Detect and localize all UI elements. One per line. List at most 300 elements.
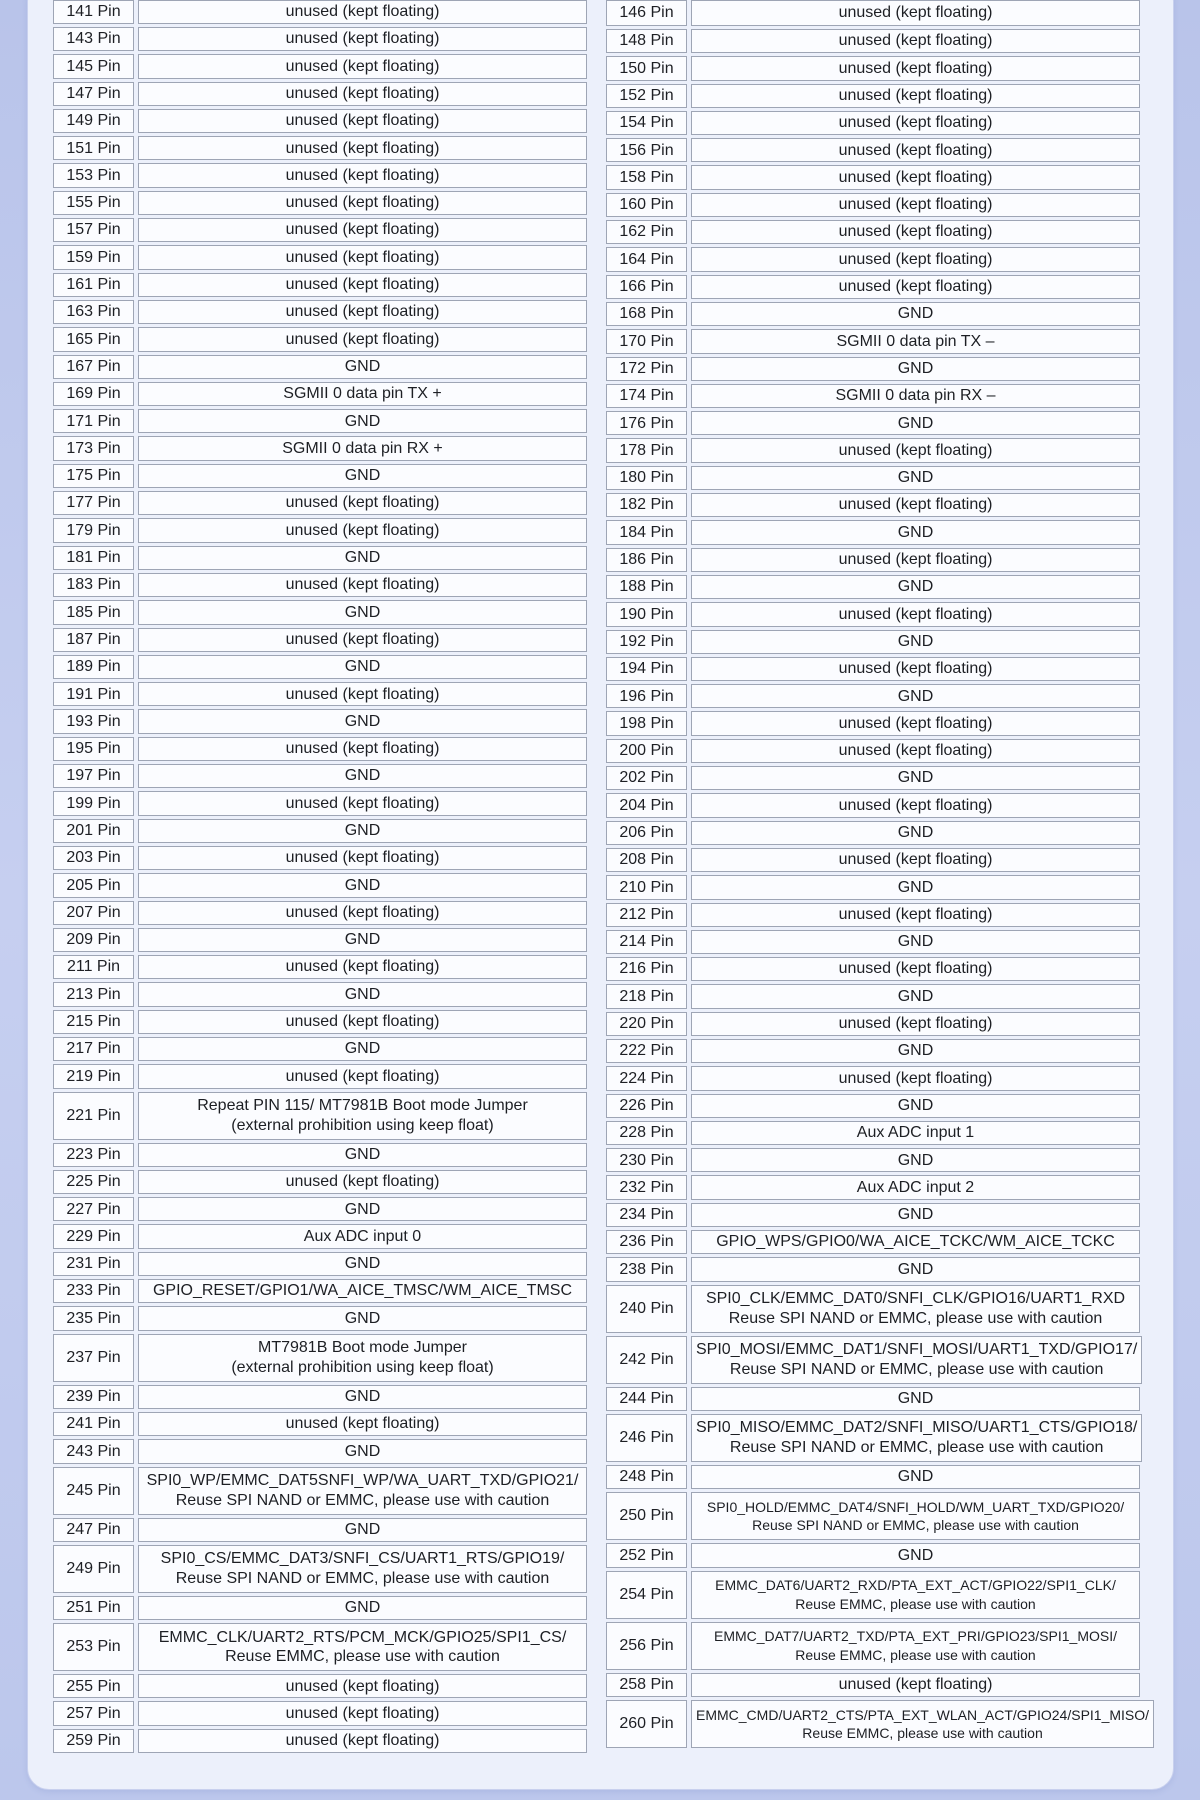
pin-function-cell: GND	[138, 355, 587, 379]
pin-number-cell: 234 Pin	[606, 1203, 687, 1227]
table-row	[53, 1279, 587, 1303]
table-row	[53, 1596, 587, 1620]
pin-function-cell: GND	[691, 1148, 1140, 1172]
pin-function-cell: GND	[691, 821, 1140, 845]
table-row	[53, 1064, 587, 1088]
pin-function-cell: GND	[138, 1143, 587, 1167]
pin-function-cell: unused (kept floating)	[691, 275, 1140, 299]
table-row	[606, 711, 1140, 735]
pin-number-cell: 211 Pin	[53, 955, 134, 979]
pin-number-cell: 171 Pin	[53, 409, 134, 433]
pin-number-cell: 222 Pin	[606, 1039, 687, 1063]
pin-number-cell: 180 Pin	[606, 466, 687, 490]
pin-number-cell: 249 Pin	[53, 1545, 134, 1593]
table-row	[53, 1010, 587, 1034]
table-row	[53, 382, 587, 406]
pin-function-cell: unused (kept floating)	[138, 955, 587, 979]
pin-function-cell: unused (kept floating)	[691, 711, 1140, 735]
pin-number-cell: 254 Pin	[606, 1571, 687, 1619]
pin-function-cell: unused (kept floating)	[691, 138, 1140, 162]
pin-function-cell: unused (kept floating)	[691, 739, 1140, 763]
table-row	[606, 438, 1140, 462]
pin-function-cell: GND	[138, 1596, 587, 1620]
table-row	[53, 0, 587, 24]
pin-number-cell: 220 Pin	[606, 1012, 687, 1036]
table-row	[606, 56, 1140, 80]
pin-number-cell: 186 Pin	[606, 548, 687, 572]
pin-number-cell: 260 Pin	[606, 1700, 687, 1748]
table-row	[606, 957, 1140, 981]
table-row	[53, 1170, 587, 1194]
pin-function-cell: GND	[138, 1037, 587, 1061]
pin-number-cell: 151 Pin	[53, 136, 134, 160]
table-row	[606, 821, 1140, 845]
pin-function-cell: GND	[138, 464, 587, 488]
pin-function-cell: unused (kept floating)	[138, 27, 587, 51]
table-row	[606, 548, 1140, 572]
pin-function-cell: GND	[138, 409, 587, 433]
pin-number-cell: 146 Pin	[606, 0, 687, 26]
table-row	[606, 1414, 1140, 1462]
pin-number-cell: 221 Pin	[53, 1092, 134, 1140]
table-row	[606, 1673, 1140, 1697]
table-row	[53, 1143, 587, 1167]
pin-function-cell: unused (kept floating)	[138, 1412, 587, 1436]
table-row	[606, 848, 1140, 872]
pin-function-cell: GND	[691, 1039, 1140, 1063]
pin-number-cell: 206 Pin	[606, 821, 687, 845]
pin-function-cell: GND	[138, 764, 587, 788]
table-row	[53, 245, 587, 269]
table-row	[606, 1543, 1140, 1567]
pin-function-cell: unused (kept floating)	[138, 191, 587, 215]
pin-function-cell: unused (kept floating)	[138, 682, 587, 706]
table-row	[606, 1148, 1140, 1172]
table-row	[53, 1197, 587, 1221]
pin-function-cell: GND	[691, 1094, 1140, 1118]
pin-function-cell: unused (kept floating)	[138, 54, 587, 78]
table-row	[53, 409, 587, 433]
pin-function-cell: GND	[691, 302, 1140, 326]
pin-function-cell: unused (kept floating)	[138, 327, 587, 351]
pin-function-cell: unused (kept floating)	[691, 165, 1140, 189]
pin-number-cell: 197 Pin	[53, 764, 134, 788]
pin-function-cell: GND	[138, 600, 587, 624]
table-row	[606, 930, 1140, 954]
pin-function-cell: unused (kept floating)	[691, 84, 1140, 108]
pin-function-cell: SGMII 0 data pin TX –	[691, 329, 1140, 353]
table-row	[53, 218, 587, 242]
pin-function-cell: unused (kept floating)	[691, 903, 1140, 927]
table-row	[606, 575, 1140, 599]
pin-number-cell: 223 Pin	[53, 1143, 134, 1167]
pin-function-cell: GND	[691, 630, 1140, 654]
pin-function-cell: unused (kept floating)	[138, 82, 587, 106]
pin-function-cell: unused (kept floating)	[138, 218, 587, 242]
pin-number-cell: 165 Pin	[53, 327, 134, 351]
pin-number-cell: 183 Pin	[53, 573, 134, 597]
pin-function-cell: unused (kept floating)	[138, 136, 587, 160]
pin-number-cell: 251 Pin	[53, 1596, 134, 1620]
pin-function-cell: GND	[691, 875, 1140, 899]
pin-function-cell: SPI0_CLK/EMMC_DAT0/SNFI_CLK/GPIO16/UART1_RXD Reuse SPI NAND or EMMC, please use with caution	[691, 1285, 1140, 1333]
pin-function-cell: GND	[138, 1439, 587, 1463]
pin-function-cell: Aux ADC input 0	[138, 1224, 587, 1248]
pin-function-cell: GND	[138, 982, 587, 1006]
pin-number-cell: 250 Pin	[606, 1492, 687, 1540]
pin-number-cell: 225 Pin	[53, 1170, 134, 1194]
pin-function-cell: unused (kept floating)	[138, 846, 587, 870]
table-row	[606, 903, 1140, 927]
pin-function-cell: unused (kept floating)	[691, 548, 1140, 572]
table-row	[606, 1230, 1140, 1254]
pin-function-cell: GND	[138, 819, 587, 843]
pin-number-cell: 209 Pin	[53, 928, 134, 952]
table-row	[606, 520, 1140, 544]
pin-function-cell: GND	[691, 357, 1140, 381]
pin-function-cell: unused (kept floating)	[138, 245, 587, 269]
pin-number-cell: 196 Pin	[606, 684, 687, 708]
table-row	[606, 684, 1140, 708]
pin-number-cell: 201 Pin	[53, 819, 134, 843]
table-row	[606, 1012, 1140, 1036]
pin-function-cell: unused (kept floating)	[691, 111, 1140, 135]
table-row	[606, 739, 1140, 763]
table-row	[53, 436, 587, 460]
pin-function-cell: unused (kept floating)	[691, 247, 1140, 271]
table-row	[53, 1467, 587, 1515]
table-row	[606, 220, 1140, 244]
pin-number-cell: 172 Pin	[606, 357, 687, 381]
pin-function-cell: unused (kept floating)	[138, 573, 587, 597]
pin-number-cell: 205 Pin	[53, 873, 134, 897]
table-row	[53, 1306, 587, 1330]
table-row	[53, 819, 587, 843]
pin-number-cell: 160 Pin	[606, 193, 687, 217]
pin-function-cell: GND	[138, 928, 587, 952]
pin-function-cell: unused (kept floating)	[691, 602, 1140, 626]
table-row	[606, 29, 1140, 53]
pin-function-cell: unused (kept floating)	[138, 628, 587, 652]
table-row	[606, 766, 1140, 790]
pin-number-cell: 168 Pin	[606, 302, 687, 326]
table-row	[53, 764, 587, 788]
table-row	[606, 302, 1140, 326]
table-row	[606, 657, 1140, 681]
pin-number-cell: 239 Pin	[53, 1385, 134, 1409]
pin-function-cell: unused (kept floating)	[691, 848, 1140, 872]
table-row	[606, 793, 1140, 817]
table-row	[53, 82, 587, 106]
pin-function-cell: unused (kept floating)	[691, 1673, 1140, 1697]
pin-number-cell: 175 Pin	[53, 464, 134, 488]
pin-function-cell: unused (kept floating)	[138, 1701, 587, 1725]
pin-number-cell: 218 Pin	[606, 984, 687, 1008]
pin-number-cell: 213 Pin	[53, 982, 134, 1006]
table-row	[606, 1066, 1140, 1090]
table-row	[53, 1518, 587, 1542]
table-row	[53, 355, 587, 379]
pin-number-cell: 247 Pin	[53, 1518, 134, 1542]
table-row	[53, 136, 587, 160]
pin-number-cell: 256 Pin	[606, 1622, 687, 1670]
table-row	[606, 1336, 1140, 1384]
pin-number-cell: 188 Pin	[606, 575, 687, 599]
pin-function-cell: EMMC_CLK/UART2_RTS/PCM_MCK/GPIO25/SPI1_CS/ Reuse EMMC, please use with caution	[138, 1623, 587, 1671]
pin-function-cell: GND	[138, 1306, 587, 1330]
pin-function-cell: unused (kept floating)	[138, 491, 587, 515]
table-row	[606, 1571, 1140, 1619]
pin-number-cell: 257 Pin	[53, 1701, 134, 1725]
table-row	[53, 1092, 587, 1140]
pin-number-cell: 235 Pin	[53, 1306, 134, 1330]
pin-function-cell: GND	[691, 466, 1140, 490]
pin-function-cell: GND	[138, 1385, 587, 1409]
table-row	[606, 84, 1140, 108]
pin-number-cell: 232 Pin	[606, 1175, 687, 1199]
pin-function-cell: GND	[138, 655, 587, 679]
pin-function-cell: unused (kept floating)	[691, 1066, 1140, 1090]
pin-number-cell: 236 Pin	[606, 1230, 687, 1254]
pin-number-cell: 145 Pin	[53, 54, 134, 78]
pin-number-cell: 245 Pin	[53, 1467, 134, 1515]
pin-function-cell: unused (kept floating)	[138, 791, 587, 815]
pin-function-cell: SGMII 0 data pin RX +	[138, 436, 587, 460]
table-row	[606, 1121, 1140, 1145]
pin-function-cell: GND	[691, 1203, 1140, 1227]
pin-number-cell: 248 Pin	[606, 1465, 687, 1489]
pin-function-cell: unused (kept floating)	[691, 793, 1140, 817]
pin-number-cell: 159 Pin	[53, 245, 134, 269]
pin-function-cell: unused (kept floating)	[138, 1729, 587, 1753]
pin-number-cell: 224 Pin	[606, 1066, 687, 1090]
pin-number-cell: 182 Pin	[606, 493, 687, 517]
pin-table-left	[53, 0, 587, 1756]
pin-number-cell: 179 Pin	[53, 518, 134, 542]
pin-number-cell: 178 Pin	[606, 438, 687, 462]
table-row	[53, 54, 587, 78]
pin-function-cell: unused (kept floating)	[691, 438, 1140, 462]
pin-number-cell: 163 Pin	[53, 300, 134, 324]
pin-function-cell: Aux ADC input 2	[691, 1175, 1140, 1199]
table-row	[53, 191, 587, 215]
table-row	[53, 27, 587, 51]
pin-number-cell: 187 Pin	[53, 628, 134, 652]
pin-number-cell: 199 Pin	[53, 791, 134, 815]
pin-function-cell: GND	[691, 1257, 1140, 1281]
pin-number-cell: 153 Pin	[53, 163, 134, 187]
pin-number-cell: 174 Pin	[606, 384, 687, 408]
pin-function-cell: SPI0_HOLD/EMMC_DAT4/SNFI_HOLD/WM_UART_TXD/GPIO20/ Reuse SPI NAND or EMMC, please use with caution	[691, 1492, 1140, 1540]
pin-number-cell: 149 Pin	[53, 109, 134, 133]
pin-function-cell: GND	[138, 1518, 587, 1542]
table-row	[606, 193, 1140, 217]
pin-function-cell: GND	[691, 411, 1140, 435]
table-row	[53, 1729, 587, 1753]
pin-function-cell: unused (kept floating)	[138, 109, 587, 133]
table-row	[606, 630, 1140, 654]
table-row	[53, 682, 587, 706]
table-row	[53, 1385, 587, 1409]
table-row	[53, 1334, 587, 1382]
table-row	[53, 109, 587, 133]
pin-function-cell: GND	[691, 684, 1140, 708]
pin-number-cell: 212 Pin	[606, 903, 687, 927]
pin-function-cell: unused (kept floating)	[691, 0, 1140, 26]
pin-function-cell: SPI0_MOSI/EMMC_DAT1/SNFI_MOSI/UART1_TXD/GPIO17/ Reuse SPI NAND or EMMC, please use with caution	[691, 1336, 1142, 1384]
pin-function-cell: unused (kept floating)	[138, 737, 587, 761]
table-row	[53, 1252, 587, 1276]
pin-function-cell: unused (kept floating)	[138, 273, 587, 297]
pin-number-cell: 242 Pin	[606, 1336, 687, 1384]
pin-function-cell: GND	[691, 984, 1140, 1008]
pin-number-cell: 259 Pin	[53, 1729, 134, 1753]
pin-number-cell: 185 Pin	[53, 600, 134, 624]
pin-number-cell: 233 Pin	[53, 1279, 134, 1303]
pin-number-cell: 167 Pin	[53, 355, 134, 379]
table-row	[606, 1257, 1140, 1281]
pin-number-cell: 238 Pin	[606, 1257, 687, 1281]
pin-number-cell: 191 Pin	[53, 682, 134, 706]
pin-number-cell: 215 Pin	[53, 1010, 134, 1034]
pin-number-cell: 152 Pin	[606, 84, 687, 108]
table-row	[53, 1701, 587, 1725]
pin-number-cell: 181 Pin	[53, 546, 134, 570]
pin-number-cell: 237 Pin	[53, 1334, 134, 1382]
table-row	[606, 247, 1140, 271]
pin-number-cell: 258 Pin	[606, 1673, 687, 1697]
table-row	[606, 0, 1140, 26]
table-row	[606, 1094, 1140, 1118]
pin-number-cell: 200 Pin	[606, 739, 687, 763]
pin-number-cell: 170 Pin	[606, 329, 687, 353]
pin-function-cell: unused (kept floating)	[691, 493, 1140, 517]
pin-function-cell: SGMII 0 data pin TX +	[138, 382, 587, 406]
pin-number-cell: 155 Pin	[53, 191, 134, 215]
pin-number-cell: 219 Pin	[53, 1064, 134, 1088]
pin-number-cell: 252 Pin	[606, 1543, 687, 1567]
pin-number-cell: 214 Pin	[606, 930, 687, 954]
table-row	[53, 1545, 587, 1593]
pin-number-cell: 216 Pin	[606, 957, 687, 981]
pin-function-cell: SPI0_CS/EMMC_DAT3/SNFI_CS/UART1_RTS/GPIO19/ Reuse SPI NAND or EMMC, please use with caution	[138, 1545, 587, 1593]
table-row	[53, 655, 587, 679]
table-row	[606, 875, 1140, 899]
pin-function-cell: SPI0_MISO/EMMC_DAT2/SNFI_MISO/UART1_CTS/GPIO18/ Reuse SPI NAND or EMMC, please use with caution	[691, 1414, 1142, 1462]
pin-number-cell: 231 Pin	[53, 1252, 134, 1276]
pin-number-cell: 240 Pin	[606, 1285, 687, 1333]
pin-function-cell: unused (kept floating)	[138, 300, 587, 324]
pin-function-cell: GND	[691, 930, 1140, 954]
table-row	[53, 573, 587, 597]
table-row	[53, 1674, 587, 1698]
table-row	[606, 329, 1140, 353]
table-row	[53, 1037, 587, 1061]
table-row	[53, 737, 587, 761]
pin-number-cell: 176 Pin	[606, 411, 687, 435]
pin-function-cell: GND	[138, 709, 587, 733]
pin-number-cell: 184 Pin	[606, 520, 687, 544]
pin-function-cell: unused (kept floating)	[691, 220, 1140, 244]
pin-number-cell: 166 Pin	[606, 275, 687, 299]
pin-function-cell: GND	[691, 1543, 1140, 1567]
table-row	[53, 709, 587, 733]
pin-number-cell: 194 Pin	[606, 657, 687, 681]
pin-number-cell: 148 Pin	[606, 29, 687, 53]
pin-function-cell: SPI0_WP/EMMC_DAT5SNFI_WP/WA_UART_TXD/GPIO21/ Reuse SPI NAND or EMMC, please use with caution	[138, 1467, 587, 1515]
pin-function-cell: EMMC_CMD/UART2_CTS/PTA_EXT_WLAN_ACT/GPIO24/SPI1_MISO/ Reuse EMMC, please use with caution	[691, 1700, 1154, 1748]
pin-function-cell: unused (kept floating)	[138, 518, 587, 542]
pin-number-cell: 230 Pin	[606, 1148, 687, 1172]
pin-function-cell: unused (kept floating)	[138, 901, 587, 925]
table-row	[53, 1623, 587, 1671]
table-row	[606, 1039, 1140, 1063]
table-row	[53, 1412, 587, 1436]
pin-function-cell: Repeat PIN 115/ MT7981B Boot mode Jumper (external prohibition using keep float)	[138, 1092, 587, 1140]
table-row	[606, 602, 1140, 626]
pin-function-cell: unused (kept floating)	[691, 193, 1140, 217]
table-row	[606, 1203, 1140, 1227]
pin-function-cell: MT7981B Boot mode Jumper (external prohibition using keep float)	[138, 1334, 587, 1382]
table-row	[606, 984, 1140, 1008]
pin-function-cell: unused (kept floating)	[691, 657, 1140, 681]
table-row	[53, 273, 587, 297]
pin-function-cell: GND	[691, 1387, 1140, 1411]
pin-number-cell: 189 Pin	[53, 655, 134, 679]
table-row	[606, 384, 1140, 408]
table-row	[606, 1622, 1140, 1670]
pin-number-cell: 157 Pin	[53, 218, 134, 242]
table-row	[606, 411, 1140, 435]
pin-function-cell: unused (kept floating)	[691, 29, 1140, 53]
pin-function-cell: unused (kept floating)	[138, 1010, 587, 1034]
table-row	[53, 464, 587, 488]
pin-number-cell: 162 Pin	[606, 220, 687, 244]
table-row	[53, 982, 587, 1006]
table-row	[606, 357, 1140, 381]
pin-function-cell: GND	[138, 1197, 587, 1221]
pin-number-cell: 173 Pin	[53, 436, 134, 460]
pin-function-cell: unused (kept floating)	[138, 163, 587, 187]
table-row	[606, 138, 1140, 162]
pin-number-cell: 177 Pin	[53, 491, 134, 515]
pin-number-cell: 208 Pin	[606, 848, 687, 872]
pin-number-cell: 195 Pin	[53, 737, 134, 761]
pin-function-cell: Aux ADC input 1	[691, 1121, 1140, 1145]
pin-number-cell: 164 Pin	[606, 247, 687, 271]
pin-number-cell: 253 Pin	[53, 1623, 134, 1671]
table-row	[53, 163, 587, 187]
pin-number-cell: 141 Pin	[53, 0, 134, 24]
pin-number-cell: 226 Pin	[606, 1094, 687, 1118]
pin-number-cell: 198 Pin	[606, 711, 687, 735]
pin-function-cell: SGMII 0 data pin RX –	[691, 384, 1140, 408]
pin-number-cell: 150 Pin	[606, 56, 687, 80]
pin-function-cell: unused (kept floating)	[138, 1674, 587, 1698]
pin-function-cell: GND	[691, 520, 1140, 544]
pin-function-cell: GND	[138, 873, 587, 897]
pin-number-cell: 143 Pin	[53, 27, 134, 51]
pin-number-cell: 204 Pin	[606, 793, 687, 817]
table-row	[606, 1175, 1140, 1199]
table-row	[53, 791, 587, 815]
table-row	[53, 300, 587, 324]
pin-function-cell: unused (kept floating)	[691, 1012, 1140, 1036]
pin-number-cell: 158 Pin	[606, 165, 687, 189]
pin-function-cell: GPIO_WPS/GPIO0/WA_AICE_TCKC/WM_AICE_TCKC	[691, 1230, 1140, 1254]
pin-function-cell: unused (kept floating)	[138, 1170, 587, 1194]
pin-number-cell: 243 Pin	[53, 1439, 134, 1463]
